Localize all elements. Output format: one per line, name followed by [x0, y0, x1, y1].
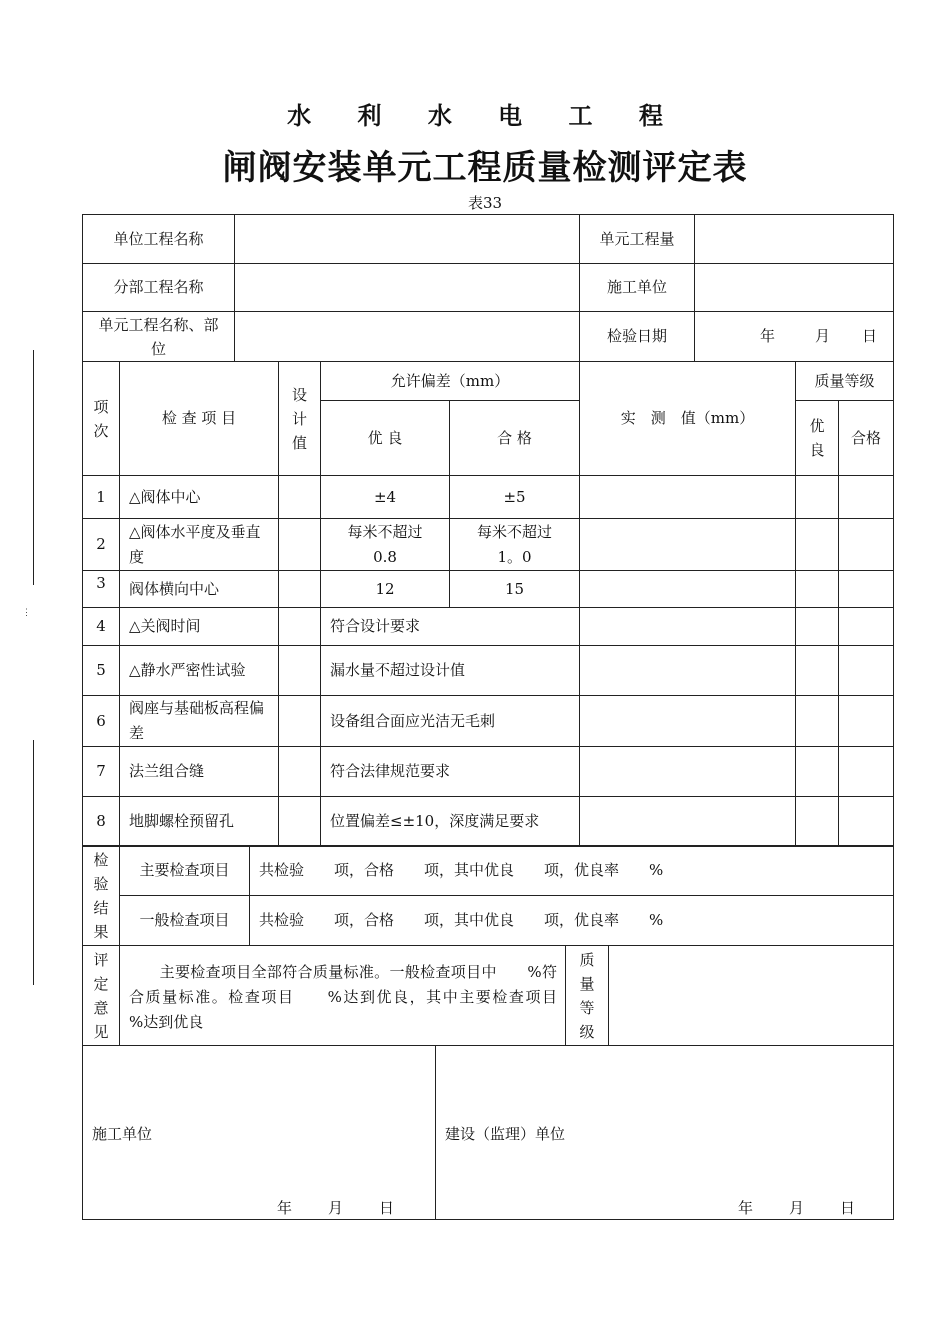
- grade-qualified-cell[interactable]: [839, 519, 894, 571]
- grade-qualified-cell[interactable]: [839, 797, 894, 847]
- unit-name-location-field[interactable]: [235, 312, 580, 362]
- col-grade-qualified: 合格: [839, 401, 894, 476]
- row-no: 5: [83, 646, 120, 696]
- grade-qualified-cell[interactable]: [839, 571, 894, 608]
- col-inspection-item: 检 查 项 目: [120, 362, 279, 476]
- supervision-sign-date: [738, 1196, 855, 1221]
- row-no: 3: [83, 571, 120, 608]
- row-requirement: 设备组合面应光洁无毛刺: [321, 696, 580, 747]
- design-value-cell[interactable]: [279, 608, 321, 646]
- row-excellent: ±4: [321, 476, 450, 519]
- grade-excellent-cell[interactable]: [796, 696, 839, 747]
- measured-cell[interactable]: [580, 571, 796, 608]
- table-row: [83, 519, 894, 571]
- document-title: 闸阀安装单元工程质量检测评定表: [222, 148, 748, 188]
- table-row: [83, 646, 894, 696]
- sign-day: 日: [840, 1199, 856, 1217]
- row-requirement: 符合设计要求: [321, 608, 580, 646]
- grade-excellent-cell[interactable]: [796, 608, 839, 646]
- col-qualified: 合 格: [450, 401, 580, 476]
- row-no: 8: [83, 797, 120, 847]
- measured-cell[interactable]: [580, 608, 796, 646]
- col-design-value: 设计值: [279, 362, 321, 476]
- sign-month: 月: [789, 1199, 805, 1217]
- design-value-cell[interactable]: [279, 696, 321, 747]
- unit-quantity-field[interactable]: [695, 215, 894, 264]
- row-item: △阀体水平度及垂直度: [120, 519, 279, 571]
- measured-cell[interactable]: [580, 646, 796, 696]
- row-excellent: 12: [321, 571, 450, 608]
- col-grade-excellent: 优良: [796, 401, 839, 476]
- info-table: [82, 214, 894, 362]
- opinion-label: 评定意见: [83, 946, 120, 1046]
- grade-qualified-cell[interactable]: [839, 646, 894, 696]
- table-number: 表33: [467, 194, 503, 212]
- main-item-label: 主要检查项目: [120, 846, 250, 896]
- measured-cell[interactable]: [580, 747, 796, 797]
- row-qualified: 每米不超过1。0: [450, 519, 580, 571]
- opinion-table: [82, 945, 894, 1046]
- col-excellent: 优 良: [321, 401, 450, 476]
- results-label: 检验结果: [83, 846, 120, 946]
- unit-name-location-label: 单元工程名称、部位: [83, 312, 235, 362]
- table-row: [83, 608, 894, 646]
- grade-excellent-cell[interactable]: [796, 646, 839, 696]
- row-qualified: 15: [450, 571, 580, 608]
- table-row: [83, 696, 894, 747]
- measured-cell[interactable]: [580, 476, 796, 519]
- construction-unit-sign-label: 施工单位: [92, 1125, 153, 1143]
- date-month: 月: [814, 327, 830, 345]
- row-item: 阀体横向中心: [120, 571, 279, 608]
- row-qualified: ±5: [450, 476, 580, 519]
- measured-cell[interactable]: [580, 797, 796, 847]
- row-no: 7: [83, 747, 120, 797]
- measured-cell[interactable]: [580, 696, 796, 747]
- design-value-cell[interactable]: [279, 571, 321, 608]
- inspection-date-label: 检验日期: [580, 312, 695, 362]
- row-no: 6: [83, 696, 120, 747]
- row-item: △关阀时间: [120, 608, 279, 646]
- grade-qualified-cell[interactable]: [839, 608, 894, 646]
- construction-unit-label: 施工单位: [580, 264, 695, 312]
- inspection-date-field[interactable]: [695, 312, 894, 362]
- row-item: △阀体中心: [120, 476, 279, 519]
- col-item-no: 项次: [83, 362, 120, 476]
- row-item: △静水严密性试验: [120, 646, 279, 696]
- row-item: 法兰组合缝: [120, 747, 279, 797]
- measured-cell[interactable]: [580, 519, 796, 571]
- table-row: [83, 571, 894, 608]
- unit-quantity-label: 单元工程量: [580, 215, 695, 264]
- margin-line-bottom: [33, 740, 34, 985]
- margin-mark: ⋮: [22, 608, 31, 618]
- grade-excellent-cell[interactable]: [796, 747, 839, 797]
- items-table: [82, 361, 894, 847]
- results-table: [82, 845, 894, 946]
- opinion-text: 主要检查项目全部符合质量标准。一般检查项目中 %符合质量标准。检查项目 %达到优良，其中主要检查项目 %达到优良: [120, 946, 566, 1046]
- design-value-cell[interactable]: [279, 519, 321, 571]
- design-value-cell[interactable]: [279, 476, 321, 519]
- row-item: 阀座与基础板高程偏差: [120, 696, 279, 747]
- table-row: [83, 747, 894, 797]
- sub-project-name-label: 分部工程名称: [83, 264, 235, 312]
- design-value-cell[interactable]: [279, 747, 321, 797]
- col-tolerance: 允许偏差（mm）: [321, 362, 580, 401]
- row-item: 地脚螺栓预留孔: [120, 797, 279, 847]
- construction-unit-field[interactable]: [695, 264, 894, 312]
- row-requirement: 符合法律规范要求: [321, 747, 580, 797]
- date-year: 年: [759, 327, 775, 345]
- sign-year: 年: [277, 1199, 293, 1217]
- row-requirement: 漏水量不超过设计值: [321, 646, 580, 696]
- grade-excellent-cell[interactable]: [796, 519, 839, 571]
- supervision-unit-sign-label: 建设（监理）单位: [445, 1125, 566, 1143]
- col-quality-grade: 质量等级: [796, 362, 894, 401]
- unit-project-name-field[interactable]: [235, 215, 580, 264]
- table-row: [83, 797, 894, 847]
- col-measured: 实 测 值（mm）: [580, 362, 796, 476]
- grade-qualified-cell[interactable]: [839, 476, 894, 519]
- supervision-sign-cell[interactable]: [436, 1046, 894, 1220]
- general-item-label: 一般检查项目: [120, 896, 250, 946]
- sub-project-name-field[interactable]: [235, 264, 580, 312]
- margin-line-top: [33, 350, 34, 585]
- document-category: 水 利 水 电 工 程: [287, 102, 682, 130]
- row-no: 1: [83, 476, 120, 519]
- grade-excellent-cell[interactable]: [796, 797, 839, 847]
- date-day: 日: [861, 327, 877, 345]
- sign-day: 日: [379, 1199, 395, 1217]
- quality-grade-label: 质量等级: [566, 946, 609, 1046]
- grade-excellent-cell[interactable]: [796, 476, 839, 519]
- row-excellent: 每米不超过0.8: [321, 519, 450, 571]
- signature-table: [82, 1045, 894, 1220]
- grade-excellent-cell[interactable]: [796, 571, 839, 608]
- general-item-summary[interactable]: 共检验 项，合格 项，其中优良 项，优良率 %: [250, 896, 894, 946]
- row-requirement: 位置偏差≤±10，深度满足要求: [321, 797, 580, 847]
- grade-qualified-cell[interactable]: [839, 747, 894, 797]
- main-item-summary[interactable]: 共检验 项，合格 项，其中优良 项，优良率 %: [250, 846, 894, 896]
- construction-sign-cell[interactable]: [83, 1046, 436, 1220]
- grade-qualified-cell[interactable]: [839, 696, 894, 747]
- quality-grade-field[interactable]: [609, 946, 894, 1046]
- sign-year: 年: [738, 1199, 754, 1217]
- design-value-cell[interactable]: [279, 797, 321, 847]
- row-no: 2: [83, 519, 120, 571]
- table-row: [83, 476, 894, 519]
- unit-project-name-label: 单位工程名称: [83, 215, 235, 264]
- design-value-cell[interactable]: [279, 646, 321, 696]
- row-no: 4: [83, 608, 120, 646]
- sign-month: 月: [328, 1199, 344, 1217]
- construction-sign-date: [277, 1196, 394, 1221]
